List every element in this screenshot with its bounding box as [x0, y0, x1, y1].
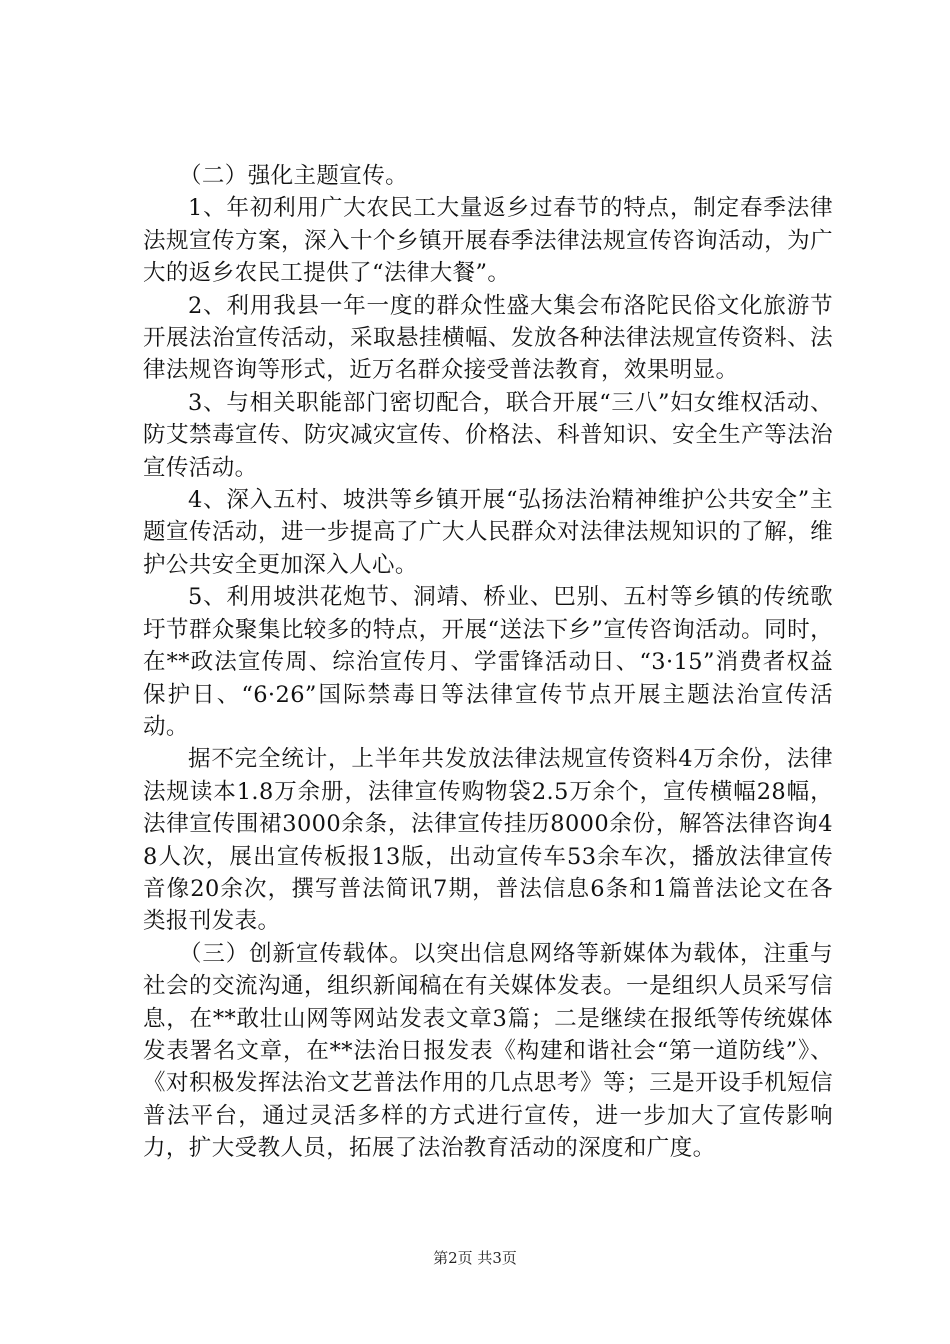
page-number-footer: 第2页 共3页 — [433, 1249, 517, 1267]
paragraph-item-2: 2、利用我县一年一度的群众性盛大集会布洛陀民俗文化旅游节开展法治宣传活动，采取悬挂横幅、发放各种法律法规宣传资料、法律法规咨询等形式，近万名群众接受普法教育，效果明显。 — [143, 292, 833, 384]
paragraph-item-1: 1、年初利用广大农民工大量返乡过春节的特点，制定春季法律法规宣传方案，深入十个乡镇开展春季法律法规宣传咨询活动，为广大的返乡农民工提供了“法律大餐”。 — [143, 195, 833, 287]
paragraph-item-5: 5、利用坡洪花炮节、洞靖、桥业、巴别、五村等乡镇的传统歌圩节群众聚集比较多的特点，开展“送法下乡”宣传咨询活动。同时，在**政法宣传周、综治宣传月、学雷锋活动日、“3·15”消费者权益保护日、“6·26”国际禁毒日等法律宣传节点开展主题法治宣传活动。 — [143, 584, 833, 740]
document-body — [143, 160, 833, 1165]
section-heading-two: （二）强化主题宣传。 — [179, 163, 409, 189]
paragraph-item-3: 3、与相关职能部门密切配合，联合开展“三八”妇女维权活动、防艾禁毒宣传、防灾减灾宣传、价格法、科普知识、安全生产等法治宣传活动。 — [143, 389, 833, 481]
paragraph-item-4: 4、深入五村、坡洪等乡镇开展“弘扬法治精神维护公共安全”主题宣传活动，进一步提高了广大人民群众对法律法规知识的了解，维护公共安全更加深入人心。 — [143, 487, 833, 578]
paragraph-statistics: 据不完全统计，上半年共发放法律法规宣传资料4万余份，法律法规读本1.8万余册，法律宣传购物袋2.5万余个，宣传横幅28幅，法律宣传围裙3000余条，法律宣传挂历8000余份，解答法律咨询48人次，展出宣传板报13版，出动宣传车53余车次，播放法律宣传音像20余次，撰写普法简讯7期，普法信息6条和1篇普法论文在各类报刊发表。 — [143, 746, 833, 935]
section-three-paragraph: （三）创新宣传载体。以突出信息网络等新媒体为载体，注重与社会的交流沟通，组织新闻稿在有关媒体发表。一是组织人员采写信息，在**敢壮山网等网站发表文章3篇；二是继续在报纸等传统媒体发表署名文章，在**法治日报发表《构建和谐社会“第一道防线”》、《对积极发挥法治文艺普法作用的几点思考》等；三是开设手机短信普法平台，通过灵活多样的方式进行宣传，进一步加大了宣传影响力，扩大受教人员，拓展了法治教育活动的深度和广度。 — [143, 940, 833, 1162]
